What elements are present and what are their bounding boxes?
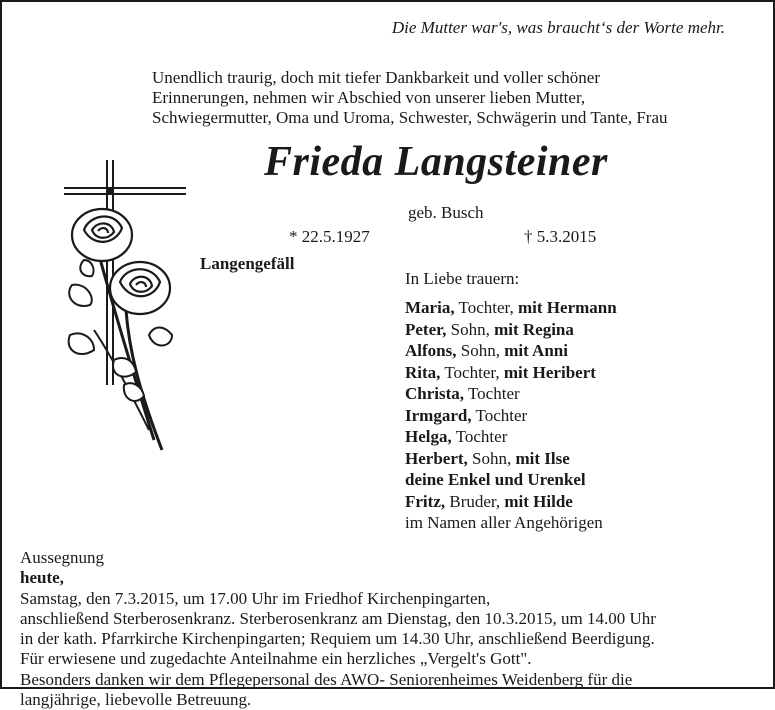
mourner-relation: Tochter, bbox=[454, 298, 519, 317]
mourner-name: Helga, bbox=[405, 427, 452, 446]
mourner-relation: Tochter bbox=[464, 384, 520, 403]
service-line: Für erwiesene und zugedachte Anteilnahme ein herzliches „Vergelt's Gott". bbox=[20, 649, 532, 669]
service-prefix: Aussegnung bbox=[20, 548, 105, 567]
mourner-entry bbox=[405, 319, 617, 341]
mourner-name: Irmgard, bbox=[405, 405, 472, 425]
deceased-name: Frieda Langsteiner bbox=[264, 139, 608, 185]
mourner-relation: Tochter bbox=[451, 427, 508, 446]
hometown: Langengefäll bbox=[200, 254, 295, 273]
mourner-name: Maria, bbox=[405, 298, 455, 317]
service-line: in der kath. Pfarrkirche Kirchenpingarten; Requiem um 14.30 Uhr, anschließend Beerdigung. bbox=[20, 629, 655, 649]
mourner-entry bbox=[405, 491, 617, 513]
cross-with-roses-icon bbox=[54, 160, 194, 460]
mourner-entry bbox=[405, 340, 617, 362]
mourners-closing: im Namen aller Angehörigen bbox=[405, 513, 603, 532]
mourner-name: Fritz, bbox=[405, 491, 446, 511]
mourner-name: Alfons, bbox=[405, 341, 457, 360]
intro-line: Unendlich traurig, doch mit tiefer Dankbarkeit und voller schöner bbox=[152, 68, 600, 87]
mourner-partner: mit Anni bbox=[504, 341, 568, 360]
mourner-entry bbox=[405, 448, 617, 470]
intro-line: Schwiegermutter, Oma und Uroma, Schwester, Schwägerin und Tante, Frau bbox=[152, 108, 668, 127]
mourner-partner: mit Regina bbox=[494, 319, 574, 339]
mourner-relation: Tochter, bbox=[440, 362, 504, 382]
motto-quote: Die Mutter war's, was braucht‘s der Worte mehr. bbox=[391, 18, 725, 37]
mourner-relation: Sohn, bbox=[467, 448, 516, 468]
mourner-entry bbox=[405, 383, 617, 405]
mourner-partner: mit Ilse bbox=[515, 448, 570, 468]
mourner-entry bbox=[405, 469, 617, 491]
mourner-entry bbox=[405, 362, 617, 384]
mourner-name: Rita, bbox=[405, 362, 441, 382]
mourner-relation: Sohn, bbox=[446, 319, 495, 339]
mourner-name: Herbert, bbox=[405, 448, 468, 468]
mourner-partner: mit Hilde bbox=[504, 491, 573, 511]
mourner-name: Christa, bbox=[405, 384, 465, 403]
mourner-partner: mit Hermann bbox=[518, 298, 617, 317]
intro-line: Erinnerungen, nehmen wir Abschied von unserer lieben Mutter, bbox=[152, 88, 586, 107]
mourner-name: Peter, bbox=[405, 319, 447, 339]
birth-name: geb. Busch bbox=[408, 203, 484, 222]
mourner-relation: Sohn, bbox=[456, 341, 505, 360]
mourner-partner: mit Heribert bbox=[503, 362, 596, 382]
mourner-relation: Bruder, bbox=[445, 491, 505, 511]
service-line: anschließend Sterberosenkranz. Sterberosenkranz am Dienstag, den 10.3.2015, um 14.00 Uhr bbox=[20, 608, 656, 628]
service-line: langjährige, liebevolle Betreuung. bbox=[20, 690, 252, 710]
mourners-heading: In Liebe trauern: bbox=[405, 269, 520, 288]
intro-text bbox=[152, 68, 752, 128]
death-date: † 5.3.2015 bbox=[524, 227, 597, 246]
service-line bbox=[20, 548, 760, 609]
mourners-list bbox=[405, 297, 617, 534]
mourner-relation: Tochter bbox=[471, 405, 528, 425]
service-details bbox=[20, 548, 760, 710]
mourner-name: deine Enkel und Urenkel bbox=[405, 470, 586, 489]
service-rest: Samstag, den 7.3.2015, um 17.00 Uhr im Friedhof Kirchenpingarten, bbox=[20, 588, 491, 608]
mourner-entry bbox=[405, 297, 617, 319]
mourner-entry bbox=[405, 426, 617, 448]
mourner-entry bbox=[405, 405, 617, 427]
birth-date: * 22.5.1927 bbox=[289, 227, 370, 246]
service-line: Besonders danken wir dem Pflegepersonal des AWO- Seniorenheimes Weidenberg für die bbox=[20, 669, 633, 689]
service-highlight: heute, bbox=[20, 568, 64, 588]
